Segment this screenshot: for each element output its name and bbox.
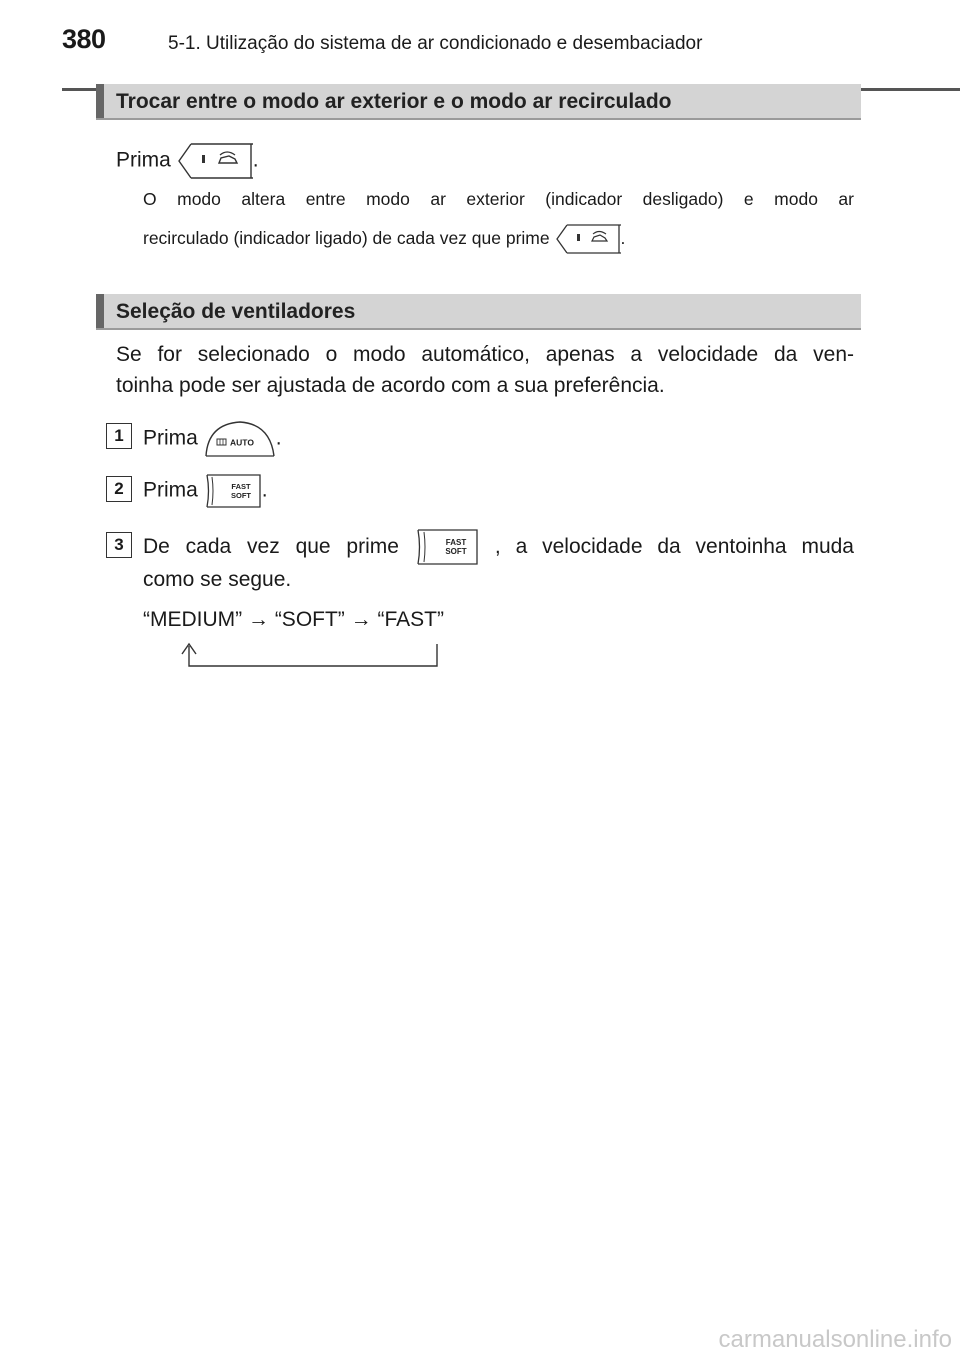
- section-stripe: [96, 84, 104, 118]
- step-prefix: De cada vez que prime: [143, 535, 399, 558]
- intro-line-2: toinha pode ser ajustada de acordo com a sua preferência.: [116, 374, 665, 397]
- fast-label: FAST: [231, 482, 251, 491]
- prima-text: Prima: [116, 148, 171, 172]
- auto-button: [204, 420, 276, 458]
- step-prefix: Prima: [143, 478, 198, 502]
- period-text: .: [620, 228, 626, 248]
- indicator-icon: [202, 155, 205, 163]
- section-heading-recirculation: [96, 84, 861, 120]
- step-suffix: .: [261, 478, 268, 502]
- section-heading-fans: [96, 294, 861, 330]
- indicator-icon: [577, 234, 580, 241]
- auto-label: AUTO: [229, 437, 254, 448]
- page-header: [62, 24, 960, 68]
- recirculation-car-icon: [219, 152, 237, 163]
- recirculation-button: [177, 142, 253, 180]
- period-text: .: [252, 148, 259, 172]
- page-number: 380: [62, 24, 106, 54]
- description-line-1: O modo altera entre modo ar exterior (indicador desligado) e modo ar: [143, 189, 854, 209]
- step-3-text: [143, 528, 854, 566]
- step-suffix: .: [275, 426, 282, 450]
- watermark: carmanualsonline.info: [718, 1326, 952, 1353]
- recirculation-button-small: [555, 223, 621, 255]
- soft-label: SOFT: [230, 491, 251, 500]
- step-number-2: 2: [106, 476, 132, 502]
- soft-label: SOFT: [445, 547, 467, 556]
- intro-line-1: Se for selecionado o modo automático, apenas a velocidade da ven-: [116, 343, 854, 366]
- chapter-title: 5-1. Utilização do sistema de ar condicionado e desembaciador: [168, 33, 703, 54]
- fast-label: FAST: [445, 538, 467, 547]
- section-title: Seleção de ventiladores: [116, 300, 356, 323]
- step-3-line-2: como se segue.: [143, 568, 292, 591]
- recirculation-car-icon: [592, 232, 607, 242]
- description-text: recirculado (indicador ligado) de cada vez que prime: [143, 228, 550, 248]
- section-title: Trocar entre o modo ar exterior e o modo ar recirculado: [116, 90, 672, 113]
- step-prefix: Prima: [143, 426, 198, 450]
- step-number-3: 3: [106, 532, 132, 558]
- step-number-1: 1: [106, 423, 132, 449]
- fan-speed-button: [415, 528, 479, 566]
- step-2-text: [143, 473, 268, 509]
- indicator-icon: [217, 439, 226, 445]
- description-line-2: [143, 219, 854, 257]
- speed-sequence: “MEDIUM” → “SOFT” → “FAST”: [143, 608, 444, 631]
- step-suffix: , a velocidade da ventoinha muda: [494, 535, 854, 558]
- step-1-text: [143, 420, 282, 458]
- instruction-line: [116, 142, 259, 180]
- sequence-loop-arrow: [178, 640, 444, 672]
- section-stripe: [96, 294, 104, 328]
- fan-speed-button: [204, 473, 262, 509]
